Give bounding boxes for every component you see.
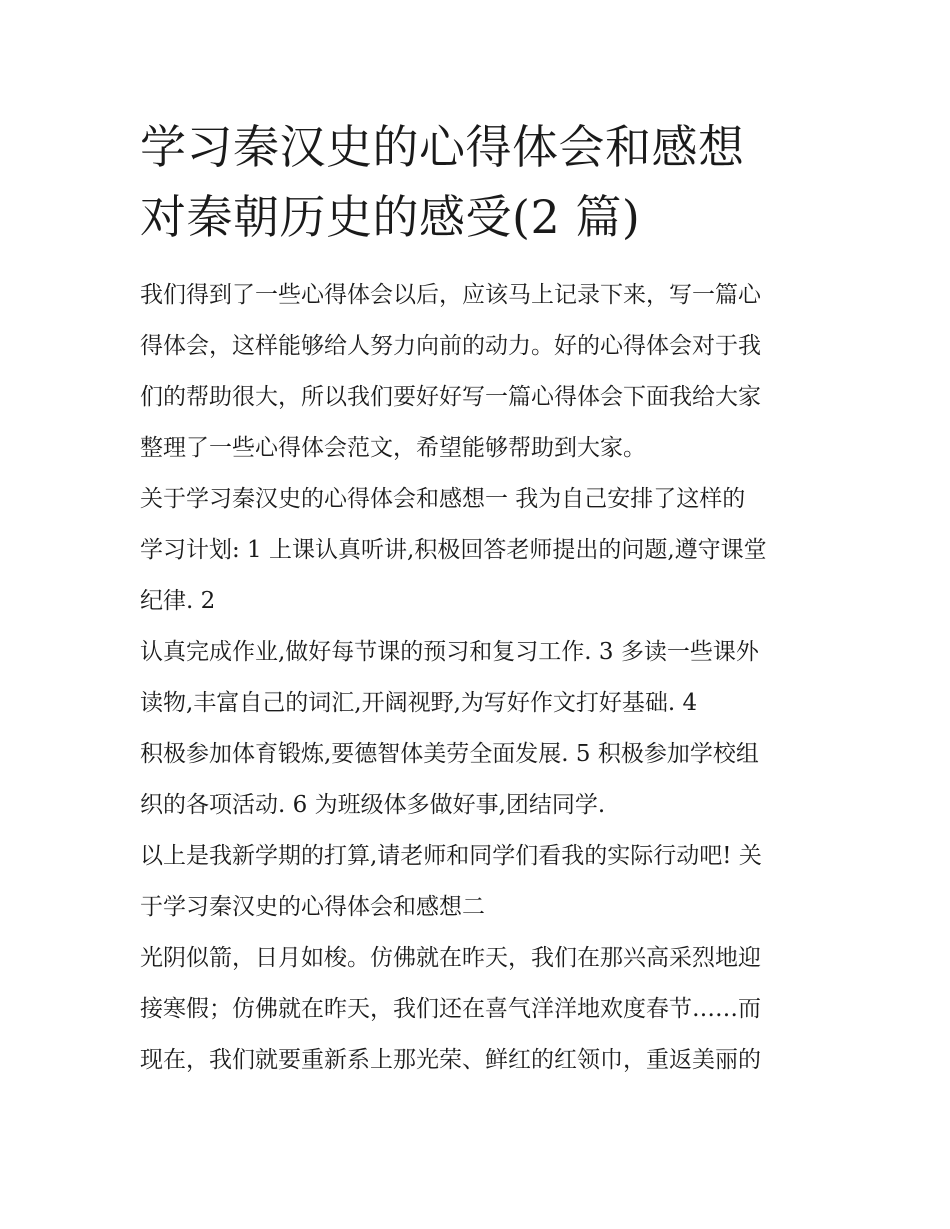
body-line: 光阴似箭，日月如梭。仿佛就在昨天，我们在那兴高采烈地迎 — [140, 945, 761, 971]
body-line: 现在，我们就要重新系上那光荣、鲜红的红领巾，重返美丽的 — [140, 1047, 761, 1073]
body-line: 以上是我新学期的打算,请老师和同学们看我的实际行动吧! 关 — [140, 843, 762, 869]
body-line: 纪律. 2 — [140, 588, 216, 614]
body-line: 关于学习秦汉史的心得体会和感想一 我为自己安排了这样的 — [140, 486, 746, 512]
body-line: 于学习秦汉史的心得体会和感想二 — [140, 894, 485, 920]
body-line: 整理了一些心得体会范文，希望能够帮助到大家。 — [140, 435, 646, 461]
body-line: 读物,丰富自己的词汇,开阔视野,为写好作文打好基础. 4 — [140, 690, 698, 716]
body-line: 织的各项活动. 6 为班级体多做好事,团结同学. — [140, 792, 606, 818]
title-line-1: 学习秦汉史的心得体会和感想 — [140, 120, 745, 174]
body-line: 们的帮助很大，所以我们要好好写一篇心得体会下面我给大家 — [140, 384, 761, 410]
body-line: 认真完成作业,做好每节课的预习和复习工作. 3 多读一些课外 — [140, 639, 759, 665]
body-line: 我们得到了一些心得体会以后，应该马上记录下来，写一篇心 — [140, 282, 761, 308]
title-line-2: 对秦朝历史的感受(2 篇) — [140, 190, 641, 244]
body-line: 积极参加体育锻炼,要德智体美劳全面发展. 5 积极参加学校组 — [140, 741, 759, 767]
document-title — [140, 112, 815, 252]
body-line: 学习计划: 1 上课认真听讲,积极回答老师提出的问题,遵守课堂 — [140, 537, 767, 563]
document-content — [140, 112, 815, 1086]
document-body — [140, 270, 815, 1086]
body-line: 得体会，这样能够给人努力向前的动力。好的心得体会对于我 — [140, 333, 761, 359]
body-line: 接寒假；仿佛就在昨天，我们还在喜气洋洋地欢度春节……而 — [140, 996, 761, 1022]
